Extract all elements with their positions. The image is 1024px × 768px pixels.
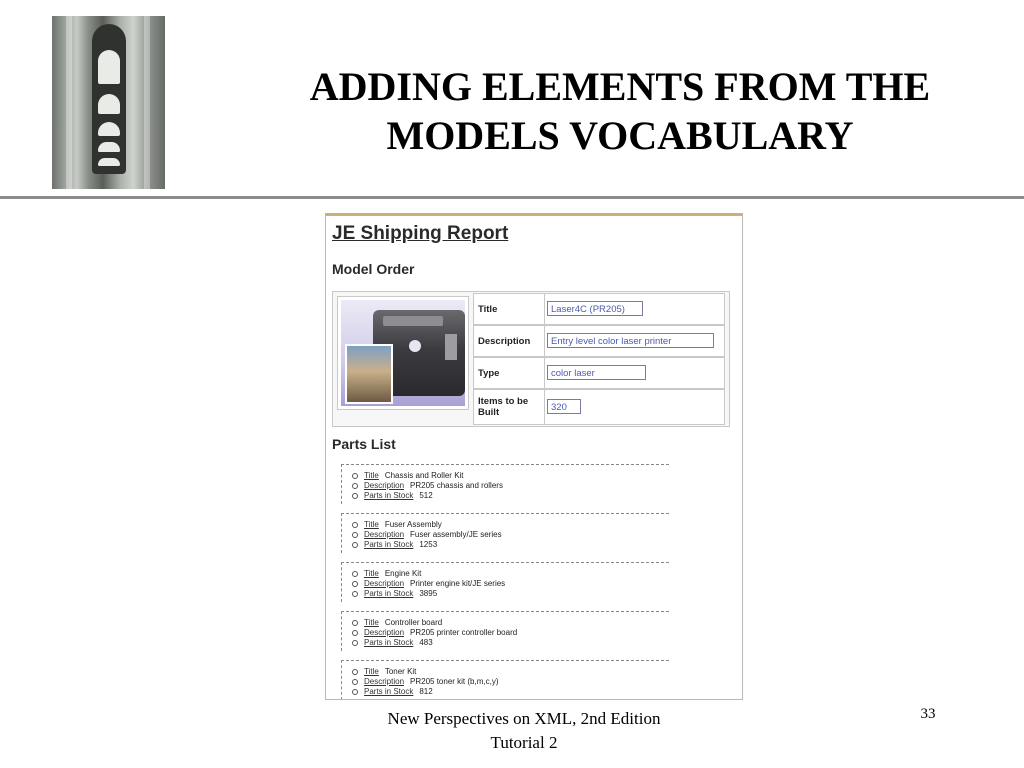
bridge-photo bbox=[52, 16, 165, 189]
part-title: Toner Kit bbox=[384, 667, 417, 676]
shipping-report-screenshot bbox=[325, 213, 743, 700]
field-link[interactable]: Description bbox=[364, 579, 405, 588]
slide-title-line2: MODELS VOCABULARY bbox=[386, 113, 854, 158]
model-row-type bbox=[473, 357, 725, 389]
part-stock: 483 bbox=[419, 638, 433, 647]
model-row-items bbox=[473, 389, 725, 425]
field-link[interactable]: Parts in Stock bbox=[364, 491, 414, 500]
field-link[interactable]: Description bbox=[364, 481, 405, 490]
part-description: PR205 toner kit (b,m,c,y) bbox=[410, 677, 499, 686]
part-description: Fuser assembly/JE series bbox=[410, 530, 502, 539]
list-item bbox=[341, 611, 669, 651]
part-stock: 3895 bbox=[419, 589, 438, 598]
model-label: Items to be Built bbox=[478, 396, 529, 418]
field-link[interactable]: Parts in Stock bbox=[364, 589, 414, 598]
model-label: Title bbox=[478, 304, 498, 315]
model-value: 320 bbox=[547, 399, 581, 414]
header-divider bbox=[0, 196, 1024, 199]
list-item bbox=[341, 513, 669, 553]
part-stock: 812 bbox=[419, 687, 433, 696]
footer-line2: Tutorial 2 bbox=[490, 733, 558, 752]
list-item bbox=[341, 464, 669, 504]
part-title: Chassis and Roller Kit bbox=[384, 471, 464, 480]
printer-image bbox=[337, 296, 469, 410]
field-link[interactable]: Title bbox=[364, 618, 379, 627]
field-link[interactable]: Title bbox=[364, 667, 379, 676]
field-link[interactable]: Description bbox=[364, 530, 405, 539]
part-description: Printer engine kit/JE series bbox=[410, 579, 506, 588]
page-number: 33 bbox=[920, 706, 936, 722]
part-title: Engine Kit bbox=[384, 569, 422, 578]
part-title: Fuser Assembly bbox=[384, 520, 442, 529]
model-label: Type bbox=[478, 368, 500, 379]
field-link[interactable]: Title bbox=[364, 569, 379, 578]
model-order-heading: Model Order bbox=[332, 261, 415, 277]
part-stock: 1253 bbox=[419, 540, 438, 549]
slide-title bbox=[230, 62, 1010, 160]
person-photo bbox=[345, 344, 393, 404]
model-row-title bbox=[473, 293, 725, 325]
slide-footer bbox=[324, 707, 724, 755]
field-link[interactable]: Title bbox=[364, 520, 379, 529]
field-link[interactable]: Parts in Stock bbox=[364, 638, 414, 647]
part-description: PR205 chassis and rollers bbox=[410, 481, 503, 490]
part-stock: 512 bbox=[419, 491, 433, 500]
field-link[interactable]: Description bbox=[364, 628, 405, 637]
model-value: Entry level color laser printer bbox=[547, 333, 714, 348]
field-link[interactable]: Title bbox=[364, 471, 379, 480]
footer-line1: New Perspectives on XML, 2nd Edition bbox=[387, 709, 661, 728]
model-value: color laser bbox=[547, 365, 646, 380]
part-description: PR205 printer controller board bbox=[410, 628, 518, 637]
parts-list-heading: Parts List bbox=[332, 436, 396, 452]
slide-title-line1: ADDING ELEMENTS FROM THE bbox=[309, 64, 931, 109]
field-link[interactable]: Parts in Stock bbox=[364, 540, 414, 549]
model-row-description bbox=[473, 325, 725, 357]
model-value: Laser4C (PR205) bbox=[547, 301, 643, 316]
report-heading: JE Shipping Report bbox=[332, 223, 509, 244]
list-item bbox=[341, 660, 669, 700]
model-order-table bbox=[332, 291, 730, 427]
part-title: Controller board bbox=[384, 618, 443, 627]
list-item bbox=[341, 562, 669, 602]
model-label: Description bbox=[478, 336, 531, 347]
field-link[interactable]: Description bbox=[364, 677, 405, 686]
field-link[interactable]: Parts in Stock bbox=[364, 687, 414, 696]
